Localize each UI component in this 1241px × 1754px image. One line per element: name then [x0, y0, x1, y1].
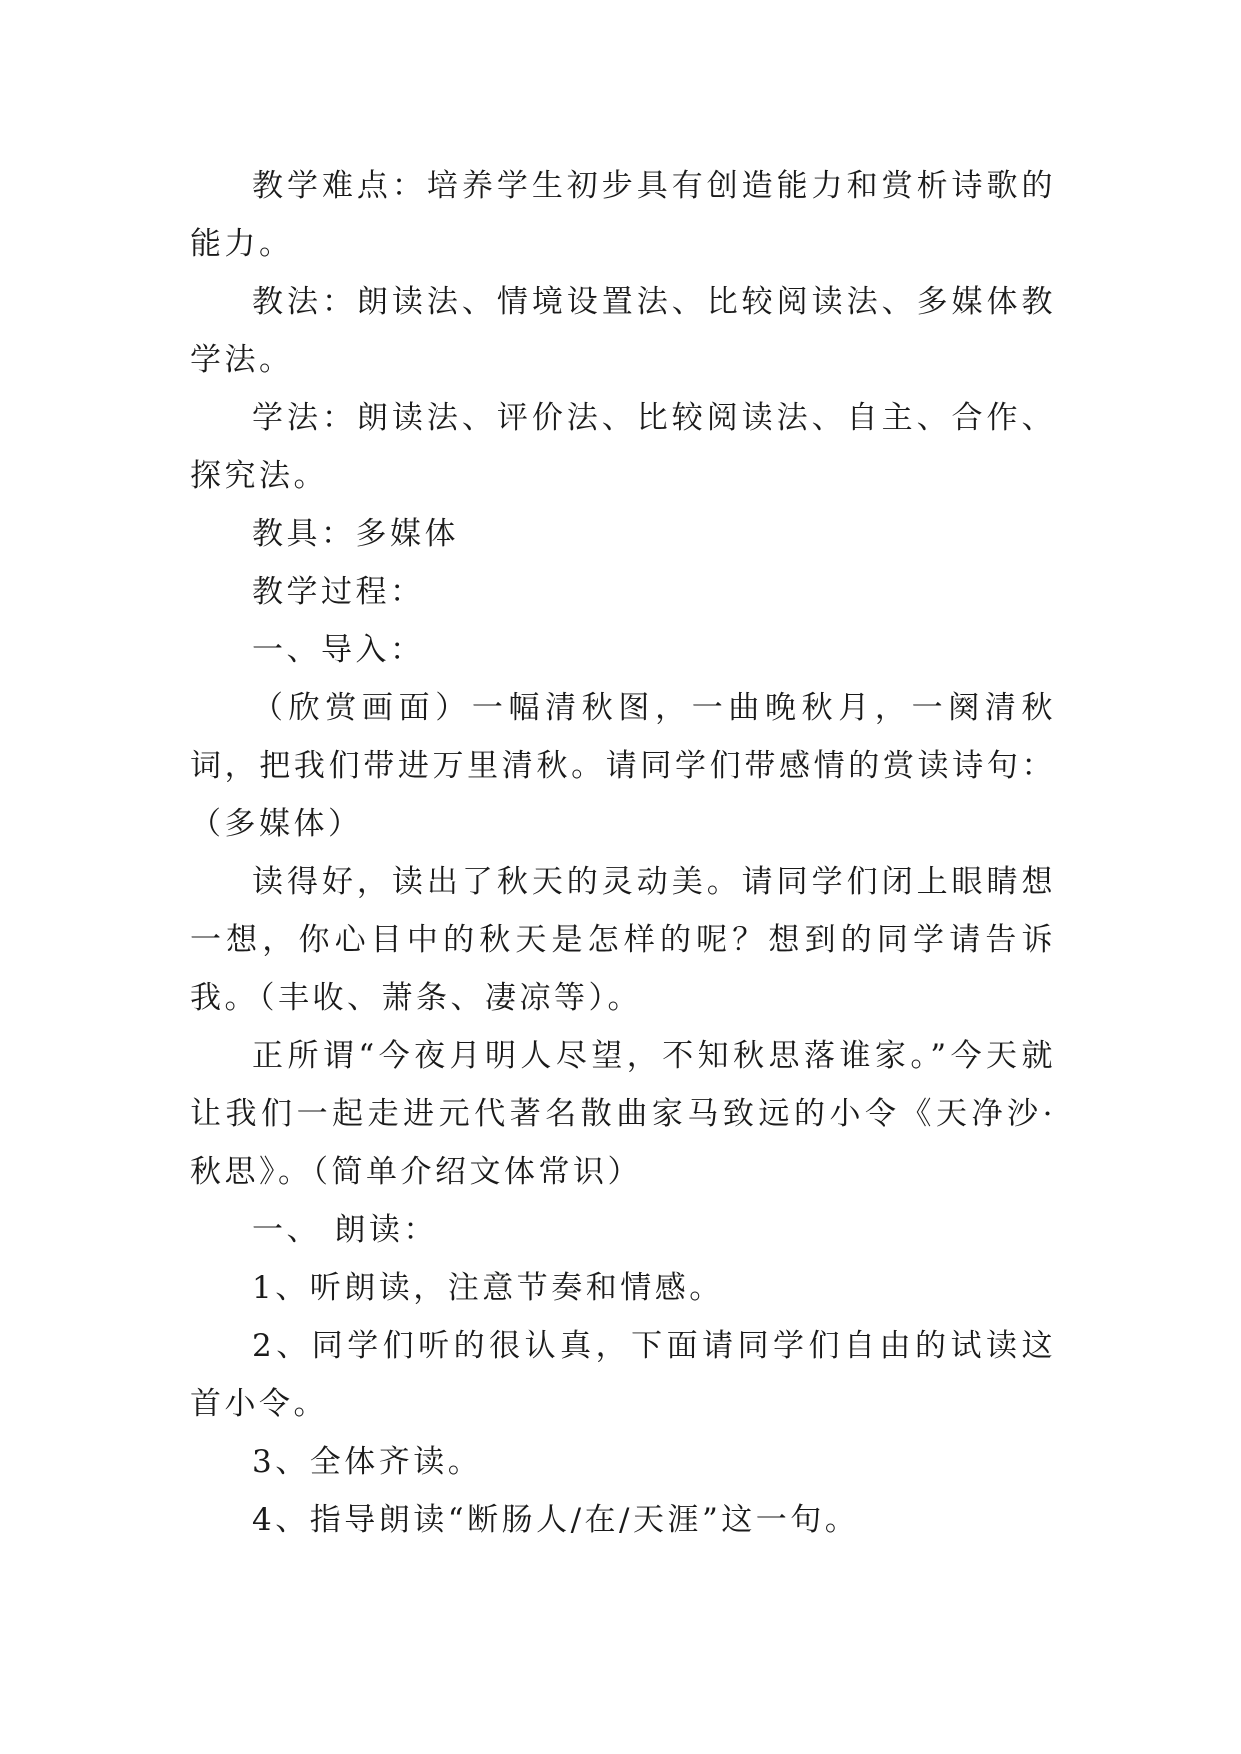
- paragraph-teaching-difficulty: 教学难点：培养学生初步具有创造能力和赏析诗歌的能力。: [190, 168, 1056, 262]
- section-heading-introduction: 一、导入：: [252, 632, 425, 668]
- list-item-4: 4、指导朗读“断肠人/在/天涯”这一句。: [252, 1502, 860, 1538]
- paragraph-teaching-tools: 教具：多媒体: [252, 516, 459, 552]
- paragraph-as-the-saying-goes: 正所谓“今夜月明人尽望，不知秋思落谁家。”今天就让我们一起走进元代著名散曲家马致远的小令《天净沙·秋思》。（简单介绍文体常识）: [190, 1038, 1056, 1190]
- paragraph-learning-method: 学法：朗读法、评价法、比较阅读法、自主、合作、探究法。: [190, 400, 1056, 494]
- paragraph-teaching-process: 教学过程：: [252, 574, 425, 610]
- paragraph-teaching-method: 教法：朗读法、情境设置法、比较阅读法、多媒体教学法。: [190, 284, 1056, 378]
- document-body: [190, 157, 1056, 1549]
- list-item-1: 1、听朗读，注意节奏和情感。: [252, 1270, 724, 1306]
- list-item-3: 3、全体齐读。: [252, 1444, 483, 1480]
- section-heading-reading: 一、 朗读：: [252, 1212, 438, 1248]
- list-item-2: 2、同学们听的很认真，下面请同学们自由的试读这首小令。: [190, 1328, 1056, 1422]
- paragraph-read-well: 读得好，读出了秋天的灵动美。请同学们闭上眼睛想一想，你心目中的秋天是怎样的呢？想到的同学请告诉我。（丰收、萧条、凄凉等）。: [190, 864, 1056, 1016]
- paragraph-appreciate-picture: （欣赏画面）一幅清秋图，一曲晚秋月，一阕清秋词，把我们带进万里清秋。请同学们带感情的赏读诗句：（多媒体）: [190, 690, 1056, 842]
